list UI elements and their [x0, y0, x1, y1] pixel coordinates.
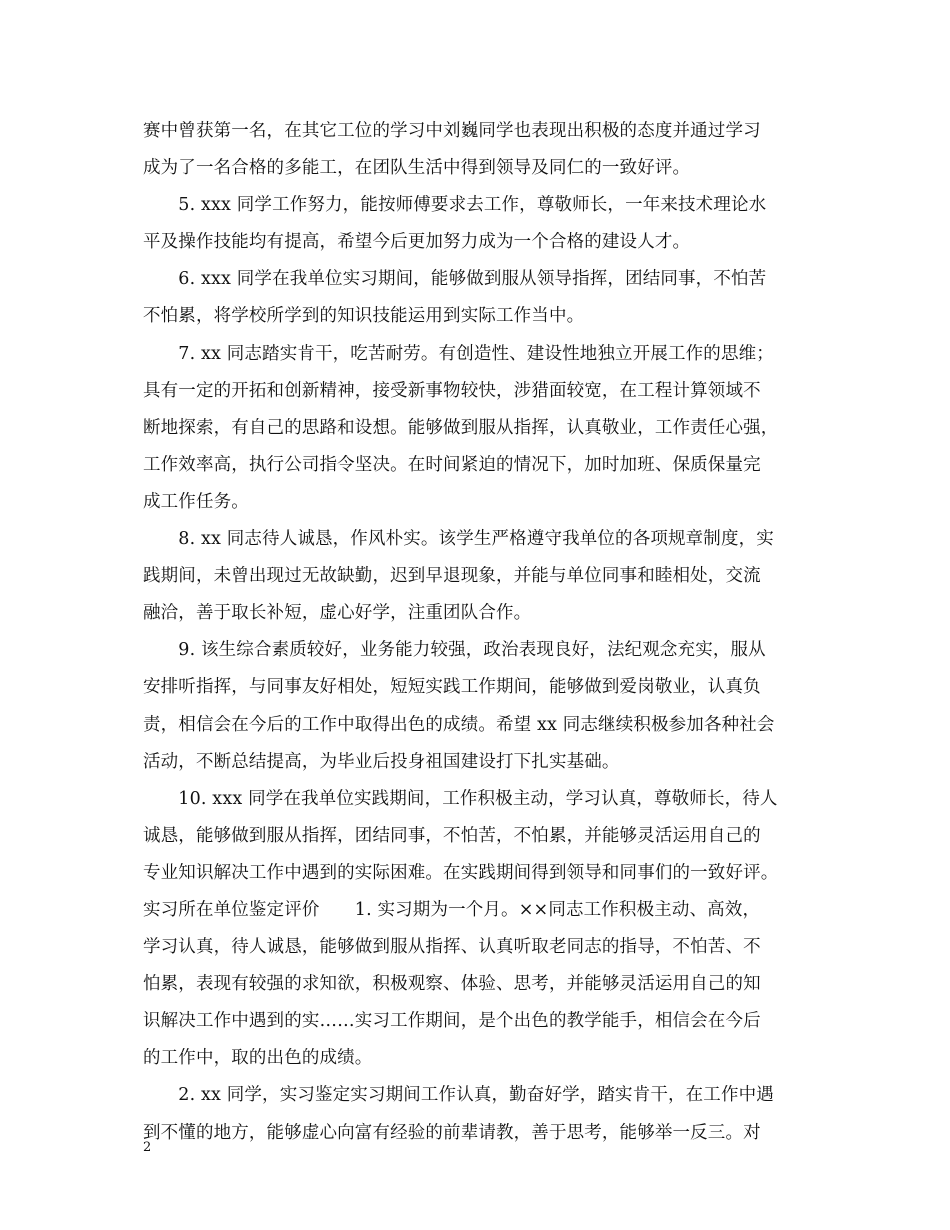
text-line: 责，相信会在今后的工作中取得出色的成绩。希望 xx 同志继续积极参加各种社会: [143, 714, 775, 735]
text-line: 具有一定的开拓和创新精神，接受新事物较快，涉猎面较宽，在工程计算领域不: [143, 380, 761, 401]
text-line: 7. xx 同志踏实肯干，吃苦耐劳。有创造性、建设性地独立开展工作的思维；: [143, 343, 774, 364]
text-line: 5. xxx 同学工作努力，能按师傅要求去工作，尊敬师长，一年来技术理论水: [143, 195, 767, 216]
text-line: 成为了一名合格的多能工，在团队生活中得到领导及同仁的一致好评。: [143, 158, 691, 179]
text-line: 工作效率高，执行公司指令坚决。在时间紧迫的情况下，加时加班、保质保量完: [143, 454, 761, 475]
text-line: 6. xxx 同学在我单位实习期间，能够做到服从领导指挥，团结同事，不怕苦: [143, 269, 767, 290]
text-line: 8. xx 同志待人诚恳，作风朴实。该学生严格遵守我单位的各项规章制度，实: [143, 529, 774, 550]
text-line: 安排听指挥，与同事友好相处，短短实践工作期间，能够做到爱岗敬业，认真负: [143, 677, 761, 698]
text-line: 学习认真，待人诚恳，能够做到服从指挥、认真听取老同志的指导，不怕苦、不: [143, 937, 761, 958]
text-line: 怕累，表现有较强的求知欲，积极观察、体验、思考，并能够灵活运用自己的知: [143, 974, 761, 995]
text-line: 赛中曾获第一名，在其它工位的学习中刘巍同学也表现出积极的态度并通过学习: [143, 121, 761, 141]
text-line: 9. 该生综合素质较好，业务能力较强，政治表现良好，法纪观念充实，服从: [143, 640, 766, 661]
text-line: 10. xxx 同学在我单位实践期间，工作积极主动，学习认真，尊敬师长，待人: [143, 788, 778, 809]
text-line: 诚恳，能够做到服从指挥，团结同事，不怕苦，不怕累，并能够灵活运用自己的: [143, 825, 761, 846]
text-line: 不怕累，将学校所学到的知识技能运用到实际工作当中。: [143, 306, 585, 327]
text-line: 平及操作技能均有提高，希望今后更加努力成为一个合格的建设人才。: [143, 232, 691, 253]
body-text: [143, 113, 815, 1152]
page-number: 2: [143, 1140, 152, 1155]
text-line: 2. xx 同学，实习鉴定实习期间工作认真，勤奋好学，踏实肯干，在工作中遇: [143, 1085, 774, 1106]
text-line: 成工作任务。: [143, 491, 249, 512]
text-line: 的工作中，取的出色的成绩。: [143, 1048, 373, 1069]
text-line: 践期间，未曾出现过无故缺勤，迟到早退现象，并能与单位同事和睦相处，交流: [143, 566, 761, 587]
text-line: 断地探索，有自己的思路和设想。能够做到服从指挥，认真敬业，工作责任心强，: [143, 417, 779, 438]
text-line: 实习所在单位鉴定评价 1. 实习期为一个月。××同志工作积极主动、高效，: [143, 899, 761, 920]
text-line: 到不懂的地方，能够虚心向富有经验的前辈请教，善于思考，能够举一反三。对: [143, 1122, 761, 1143]
text-line: 融洽，善于取长补短，虚心好学，注重团队合作。: [143, 603, 532, 624]
text-line: 活动，不断总结提高，为毕业后投身祖国建设打下扎实基础。: [143, 751, 620, 772]
text-line: 识解决工作中遇到的实……实习工作期间，是个出色的教学能手，相信会在今后: [143, 1011, 761, 1032]
text-line: 专业知识解决工作中遇到的实际困难。在实践期间得到领导和同事们的一致好评。: [143, 862, 779, 883]
